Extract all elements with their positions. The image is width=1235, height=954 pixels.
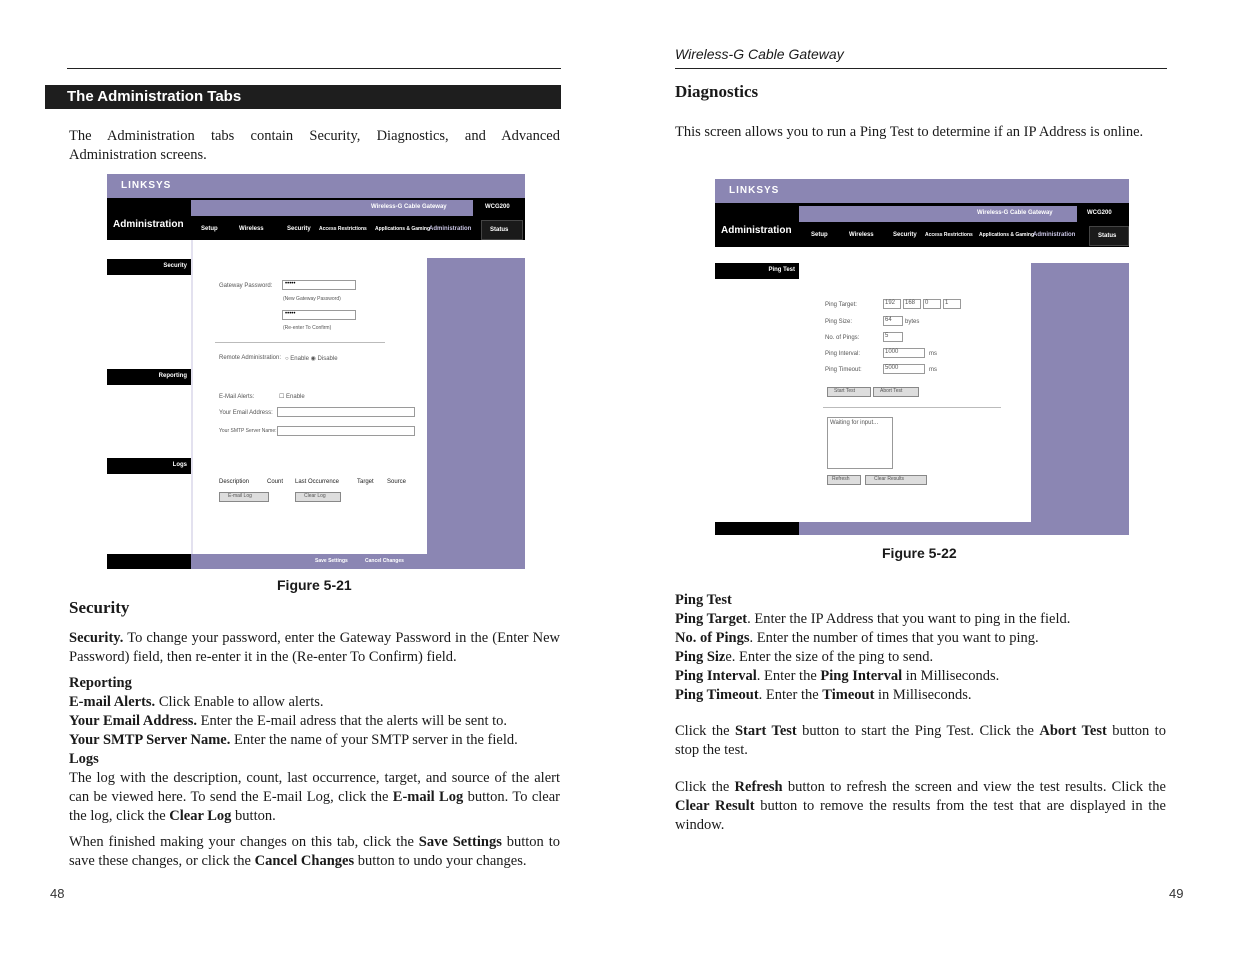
finish-bold: Cancel Changes (254, 853, 355, 869)
shot-section-title: Administration (721, 225, 792, 236)
shot-label-bar (107, 369, 191, 385)
shot-pings-value: 5 (885, 333, 889, 339)
shot-left-column (107, 240, 191, 569)
shot-button-label: E-mail Log (228, 493, 252, 499)
shot-field-label: Your Email Address: (219, 410, 273, 416)
start-test-paragraph (675, 722, 1166, 760)
shot-result-box (827, 417, 893, 469)
shot-field-hint: (Re-enter To Confirm) (283, 325, 332, 331)
ping-target-text: . Enter the IP Address that you want to ping in the field. (747, 611, 1071, 627)
shot-label-bar (107, 458, 191, 474)
section-bar-title: The Administration Tabs (67, 88, 242, 105)
ping-interval-text: . Enter the (756, 668, 821, 684)
shot-size-unit: bytes (905, 319, 920, 325)
shot-checkbox[interactable]: ☐ Enable (279, 394, 305, 400)
ping-interval-bold: Ping Interval (820, 668, 903, 684)
shot-confirm-field[interactable] (282, 310, 356, 320)
shot-target-octet[interactable] (923, 299, 941, 309)
running-header: Wireless-G Cable Gateway (675, 46, 844, 62)
shot-field-label: Remote Administration: (219, 355, 282, 361)
shot-tab[interactable]: Setup (811, 232, 828, 238)
shot-banner (715, 179, 1129, 203)
shot-tab[interactable]: Setup (201, 226, 218, 232)
security-paragraph (69, 629, 560, 667)
shot-start-test-button[interactable] (827, 387, 871, 397)
shot-interval-field[interactable] (883, 348, 925, 358)
figure-caption-right: Figure 5-22 (882, 545, 957, 561)
shot-log-col: Description (219, 479, 250, 485)
shot-interval-value: 1000 (885, 349, 899, 355)
finish-bold: Save Settings (418, 834, 502, 850)
shot-log-col: Last Occurrence (295, 479, 340, 485)
shot-size-field[interactable] (883, 316, 903, 326)
brand-logo: LINKSYS (121, 180, 172, 191)
refresh-text: Click the (675, 779, 735, 795)
smtp-text: Enter the name of your SMTP server in the field. (230, 732, 518, 748)
shot-log-col: Count (267, 479, 284, 485)
shot-clear-log-button[interactable] (295, 492, 341, 502)
shot-interval-unit: ms (929, 351, 937, 357)
shot-left-black-strip (107, 554, 191, 569)
reporting-heading: Reporting (69, 675, 132, 691)
email-address-text: Enter the E-mail adress that the alerts will be sent to. (196, 713, 508, 729)
refresh-text: button to refresh the screen and view the test results. Click the (782, 779, 1166, 795)
shot-log-col: Source (387, 479, 407, 485)
finish-text: button to save these changes, or click the (69, 834, 560, 869)
refresh-text: button to remove the results from the test that are displayed in the window. (675, 798, 1166, 833)
num-pings-text: . Enter the number of times that you want to ping. (749, 630, 1039, 646)
shot-tab-status-box[interactable] (1089, 226, 1129, 246)
logs-bold: Clear Log (169, 808, 232, 824)
logs-bold: E-mail Log (392, 789, 464, 805)
ping-timeout-bold: Timeout (822, 687, 875, 703)
shot-button-label: Start Test (834, 388, 856, 394)
shot-tab[interactable]: Access Restrictions (319, 226, 367, 232)
shot-divider (215, 342, 385, 343)
shot-tab-status-box[interactable] (481, 220, 523, 240)
ping-size-text: e. Enter the size of the ping to send. (725, 649, 934, 665)
shot-timeout-field[interactable] (883, 364, 925, 374)
shot-button-label: Clear Log (304, 493, 326, 499)
shot-bottom-bar (799, 522, 1129, 535)
shot-abort-test-button[interactable] (873, 387, 919, 397)
shot-result-text: Waiting for input... (830, 420, 879, 426)
refresh-paragraph (675, 778, 1166, 835)
shot-divider (823, 407, 1001, 408)
security-lead: Security. (69, 630, 124, 646)
finish-text: button to undo your changes. (354, 853, 527, 869)
security-text: To change your password, enter the Gateway Password in the (Enter New Password) field, then re-enter it in the (Re-enter To Confirm) field. (69, 630, 560, 665)
shot-field-label: No. of Pings: (825, 335, 860, 341)
shot-footer (191, 554, 525, 569)
shot-field-label: E-Mail Alerts: (219, 394, 255, 400)
reporting-block (69, 674, 560, 750)
shot-field-label: Your SMTP Server Name: (219, 428, 277, 434)
shot-field-hint: (New Gateway Password) (283, 296, 341, 302)
shot-octet-value: 0 (925, 300, 929, 306)
shot-size-value: 64 (885, 317, 892, 323)
shot-product-name: Wireless-G Cable Gateway (371, 204, 447, 210)
refresh-bold: Clear Result (675, 798, 755, 814)
shot-field-label: Ping Size: (825, 319, 853, 325)
shot-product-bar (191, 200, 473, 216)
shot-label-bar (107, 259, 191, 275)
diagnostics-intro (675, 123, 1166, 142)
shot-save-settings[interactable]: Save Settings (315, 558, 348, 564)
figure-5-22-screenshot (715, 179, 1129, 535)
shot-tab[interactable]: Access Restrictions (925, 232, 973, 238)
shot-tab[interactable]: Status (1098, 233, 1117, 239)
email-alerts-lead: E-mail Alerts. (69, 694, 156, 710)
ping-test-heading: Ping Test (675, 592, 732, 608)
shot-field-label: Ping Interval: (825, 351, 861, 357)
ping-interval-lead: Ping Interval (675, 668, 757, 684)
shot-tabs (799, 226, 1129, 244)
security-heading: Security (69, 598, 130, 617)
shot-button-label: Abort Test (880, 388, 903, 394)
shot-target-octet[interactable] (943, 299, 961, 309)
smtp-lead: Your SMTP Server Name. (69, 732, 231, 748)
finish-paragraph (69, 833, 560, 871)
shot-octet-value: 192 (885, 300, 896, 306)
shot-field-label: Ping Target: (825, 302, 857, 308)
top-rule-right (675, 68, 1167, 69)
shot-tab[interactable]: Security (893, 232, 917, 238)
start-text: button to stop the test. (675, 723, 1166, 758)
logs-block (69, 750, 560, 826)
shot-refresh-button[interactable] (827, 475, 861, 485)
ping-target-lead: Ping Target (675, 611, 748, 627)
shot-octet-value: 168 (905, 300, 916, 306)
start-bold: Start Test (734, 723, 797, 739)
logs-text: The log with the description, count, last occurrence, target, and source of the alert can be viewed here. To send the E-mail Log, click the (69, 770, 560, 805)
figure-caption-left: Figure 5-21 (277, 577, 352, 593)
shot-tabs (191, 220, 525, 238)
num-pings-lead: No. of Pings (675, 630, 750, 646)
logs-text: button. To clear the log, click the (69, 789, 561, 824)
shot-tab[interactable]: Wireless (239, 226, 264, 232)
shot-octet-value: 1 (945, 300, 949, 306)
shot-email-field[interactable] (277, 407, 415, 417)
figure-5-21-screenshot (107, 174, 525, 569)
shot-model: WCG200 (485, 204, 510, 210)
shot-target-octet[interactable] (903, 299, 921, 309)
ping-timeout-lead: Ping Timeout (675, 687, 759, 703)
shot-tab[interactable]: Wireless (849, 232, 874, 238)
shot-log-col: Target (357, 479, 374, 485)
shot-password-field[interactable] (282, 280, 356, 290)
shot-right-panel (427, 258, 525, 554)
shot-tab[interactable]: Applications & Gaming (375, 226, 431, 232)
ping-size-lead: Ping Siz (675, 649, 726, 665)
shot-section-title: Administration (113, 219, 184, 230)
shot-clear-results-button[interactable] (865, 475, 927, 485)
logs-text: button. (231, 808, 276, 824)
shot-log-columns (219, 479, 419, 487)
shot-content-edge (191, 240, 193, 554)
shot-product-name: Wireless-G Cable Gateway (977, 210, 1053, 216)
section-bar (45, 85, 561, 109)
shot-pings-field[interactable] (883, 332, 903, 342)
shot-product-bar (799, 206, 1077, 222)
shot-field-label: Ping Timeout: (825, 367, 862, 373)
start-text: Click the (675, 723, 735, 739)
shot-timeout-value: 5000 (885, 365, 899, 371)
ping-interval-text: in Milliseconds. (902, 668, 1000, 684)
shot-label-bar (715, 263, 799, 279)
shot-model: WCG200 (1087, 210, 1112, 216)
shot-label-reporting: Reporting (158, 373, 187, 379)
shot-field-label: Gateway Password: (219, 283, 273, 289)
shot-button-label: Clear Results (874, 476, 905, 482)
shot-smtp-field[interactable] (277, 426, 415, 436)
shot-timeout-unit: ms (929, 367, 937, 373)
shot-password-value: ••••• (285, 281, 296, 287)
email-address-lead: Your Email Address. (69, 713, 197, 729)
shot-banner (107, 174, 525, 198)
shot-radio-options[interactable]: ○ Enable ◉ Disable (285, 356, 338, 362)
shot-right-panel (1031, 263, 1129, 535)
shot-target-octet[interactable] (883, 299, 901, 309)
brand-logo: LINKSYS (729, 185, 780, 196)
shot-confirm-value: ••••• (285, 311, 296, 317)
shot-tab[interactable]: Applications & Gaming (979, 232, 1035, 238)
diagnostics-intro-text: This screen allows you to run a Ping Test to determine if an IP Address is online. (675, 124, 1144, 140)
shot-cancel-changes[interactable]: Cancel Changes (365, 558, 404, 564)
shot-label-ping-test: Ping Test (768, 267, 795, 273)
refresh-bold: Refresh (734, 779, 783, 795)
shot-tab-active[interactable]: Administration (1033, 232, 1076, 238)
shot-tab-active[interactable]: Administration (429, 226, 472, 232)
intro-text: The Administration tabs contain Security, Diagnostics, and Advanced Administration screens. (69, 128, 560, 163)
start-text: button to start the Ping Test. Click the (796, 723, 1040, 739)
logs-heading: Logs (69, 751, 99, 767)
ping-timeout-text: in Milliseconds. (874, 687, 972, 703)
shot-tab[interactable]: Security (287, 226, 311, 232)
page-number-right: 49 (1169, 886, 1184, 901)
ping-timeout-text: . Enter the (758, 687, 823, 703)
page-number-left: 48 (50, 886, 65, 901)
finish-text: When finished making your changes on this tab, click the (69, 834, 419, 850)
shot-left-black-strip (715, 522, 799, 535)
shot-tab[interactable]: Status (490, 227, 509, 233)
ping-test-block (675, 591, 1166, 705)
shot-label-logs: Logs (172, 462, 187, 468)
shot-button-label: Refresh (832, 476, 850, 482)
start-bold: Abort Test (1039, 723, 1107, 739)
intro-paragraph (69, 127, 560, 165)
shot-email-log-button[interactable] (219, 492, 269, 502)
diagnostics-heading: Diagnostics (675, 82, 759, 101)
top-rule-left (67, 68, 561, 69)
email-alerts-text: Click Enable to allow alerts. (155, 694, 324, 710)
shot-label-security: Security (163, 263, 187, 269)
